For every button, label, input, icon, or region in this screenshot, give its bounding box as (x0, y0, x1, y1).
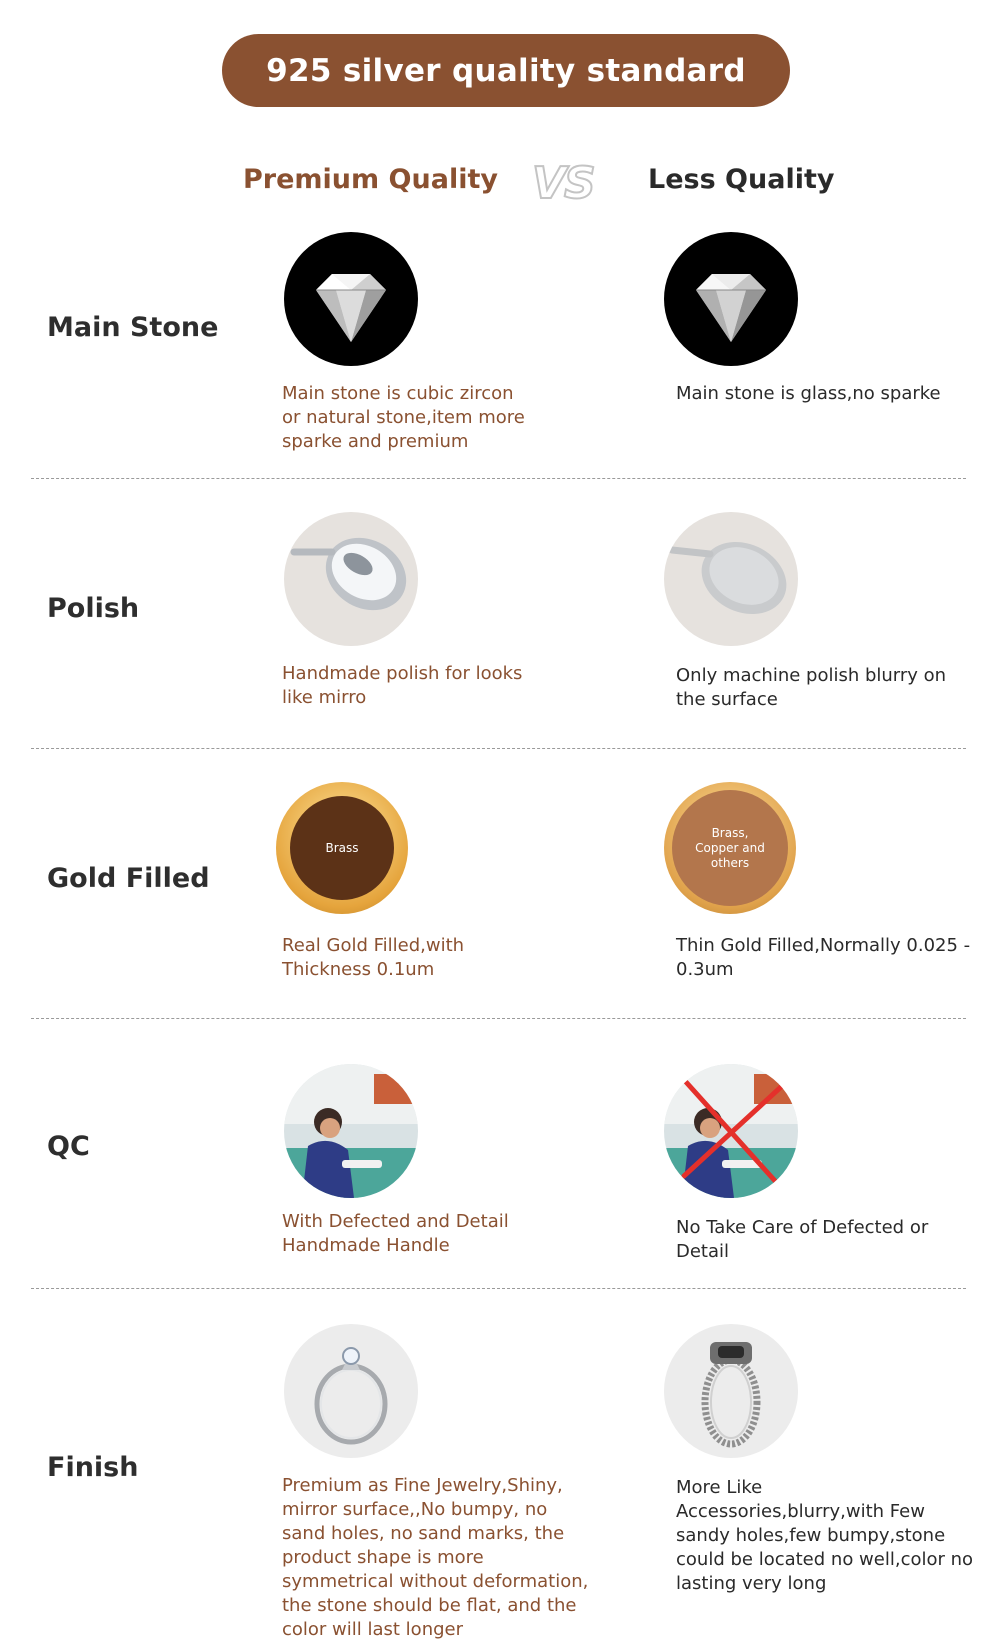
less-polish-desc: Only machine polish blurry on the surface (676, 665, 947, 710)
less-finish-desc: More Like Accessories,blurry,with Few sandy holes,few bumpy,stone could be located no well,color no lasting very long (676, 1477, 974, 1594)
less-qc-image (664, 1064, 798, 1198)
diamond-icon (284, 232, 418, 366)
ring-icon (284, 1324, 418, 1458)
gold-coin-icon (672, 790, 788, 906)
premium-qc-desc: With Defected and Detail Handmade Handle (282, 1211, 509, 1256)
spoon-icon (284, 512, 418, 646)
title-banner (222, 34, 790, 107)
less-finish-image (664, 1324, 798, 1458)
row-label-main-stone: Main Stone (47, 312, 219, 343)
divider (31, 1288, 966, 1289)
row-label-finish: Finish (47, 1452, 139, 1483)
premium-polish-image (284, 512, 418, 646)
row-label-polish: Polish (47, 593, 140, 624)
diamond-icon (664, 232, 798, 366)
vs-label: VS (532, 158, 594, 209)
premium-finish-image (284, 1324, 418, 1458)
premium-gold-coin-image (276, 782, 408, 914)
spoon-icon (664, 512, 798, 646)
less-coin-label: Brass, Copper and others (695, 825, 765, 870)
ring-icon (664, 1324, 798, 1458)
row-label-gold-filled: Gold Filled (47, 863, 210, 894)
less-qc-desc: No Take Care of Defected or Detail (676, 1217, 929, 1262)
less-polish-image (664, 512, 798, 646)
premium-column-heading: Premium Quality (243, 164, 498, 195)
row-label-qc: QC (47, 1131, 90, 1162)
less-diamond-image (664, 232, 798, 366)
worker-icon (284, 1064, 418, 1198)
divider (31, 1018, 966, 1019)
gold-coin-icon (290, 796, 394, 900)
premium-diamond-image (284, 232, 418, 366)
less-gold-filled-desc: Thin Gold Filled,Normally 0.025 - 0.3um (676, 935, 971, 980)
less-column-heading: Less Quality (648, 164, 835, 195)
divider (31, 478, 966, 479)
premium-finish-desc: Premium as Fine Jewelry,Shiny, mirror surface,,No bumpy, no sand holes, no sand marks, the product shape is more symmetrical without deformation, the stone should be flat, and the color will last longer (282, 1475, 589, 1640)
premium-gold-filled-desc: Real Gold Filled,with Thickness 0.1um (282, 935, 465, 980)
premium-qc-image (284, 1064, 418, 1198)
less-gold-coin-image (664, 782, 796, 914)
premium-coin-label: Brass (325, 840, 359, 855)
premium-main-stone-desc: Main stone is cubic zircon or natural stone,item more sparke and premium (282, 383, 525, 452)
premium-polish-desc: Handmade polish for looks like mirro (282, 663, 523, 708)
page-title: 925 silver quality standard (266, 52, 746, 89)
red-x-icon (664, 1064, 798, 1198)
less-main-stone-desc: Main stone is glass,no sparke (676, 383, 941, 404)
divider (31, 748, 966, 749)
